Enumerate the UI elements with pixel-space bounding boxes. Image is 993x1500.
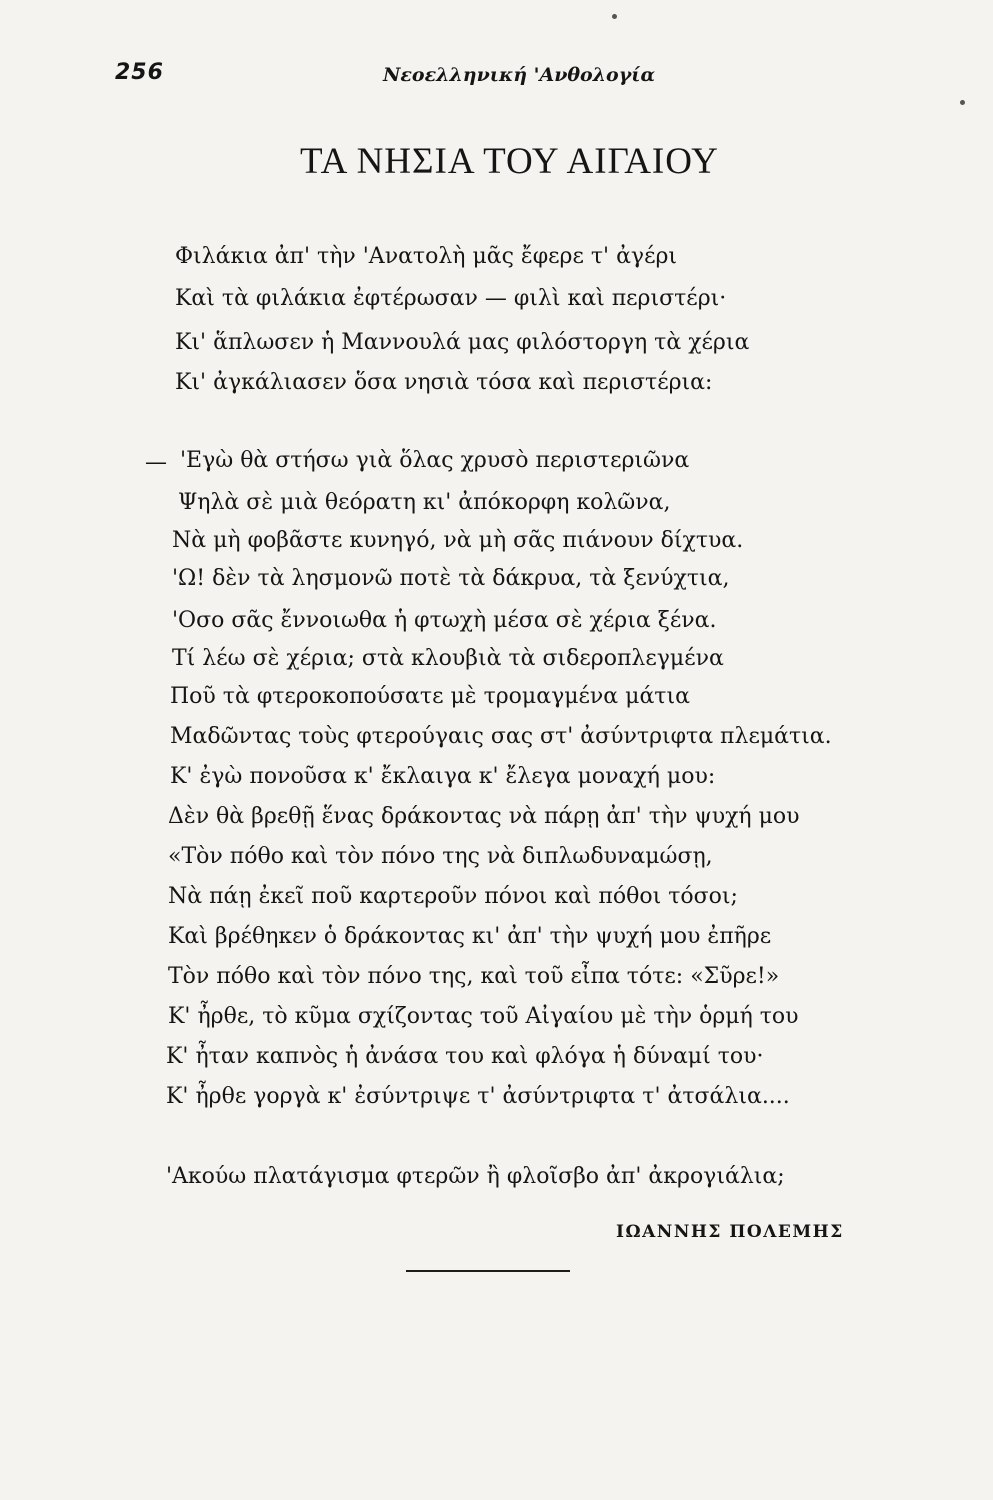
verse-line: Φιλάκια ἀπ' τὴν 'Ανατολὴ μᾶς ἔφερε τ' ἀγέρι (175, 244, 678, 269)
verse-line: 'Οσο σᾶς ἔννοιωθα ἡ φτωχὴ μέσα σὲ χέρια ξένα. (172, 608, 717, 633)
verse-line: Νὰ πάῃ ἐκεῖ ποῦ καρτεροῦν πόνοι καὶ πόθοι τόσοι; (168, 884, 738, 909)
running-head: Νεοελληνική 'Ανθολογία (383, 64, 656, 86)
verse-line: Καὶ βρέθηκεν ὁ δράκοντας κι' ἀπ' τὴν ψυχή μου ἐπῆρε (168, 924, 772, 949)
verse-line: Κ' ἐγὼ πονοῦσα κ' ἔκλαιγα κ' ἔλεγα μοναχή μου: (170, 764, 716, 789)
verse-line: Κ' ἦρθε, τὸ κῦμα σχίζοντας τοῦ Αἰγαίου μὲ τὴν ὁρμή του (168, 1004, 799, 1029)
verse-line: «Τὸν πόθο καὶ τὸν πόνο της νὰ διπλωδυναμώσῃ, (168, 844, 713, 869)
verse-line: Κι' ἀγκάλιασεν ὅσα νησιὰ τόσα καὶ περιστέρια: (175, 370, 713, 395)
verse-line: Ψηλὰ σὲ μιὰ θεόρατη κι' ἀπόκορφη κολῶνα, (178, 490, 671, 515)
page-number: 256 (115, 60, 164, 85)
divider-rule (406, 1270, 570, 1272)
page-speck (612, 14, 617, 19)
verse-line: Καὶ τὰ φιλάκια ἐφτέρωσαν — φιλὶ καὶ περιστέρι· (175, 286, 727, 311)
verse-line: Τὸν πόθο καὶ τὸν πόνο της, καὶ τοῦ εἶπα τότε: «Σῦρε!» (168, 964, 780, 989)
page-speck (960, 100, 965, 105)
verse-line: Κ' ἦταν καπνὸς ἡ ἀνάσα του καὶ φλόγα ἡ δύναμί του· (166, 1044, 764, 1069)
verse-line: Μαδῶντας τοὺς φτερούγαις σας στ' ἀσύντριφτα πλεμάτια. (170, 724, 832, 749)
verse-line: Ποῦ τὰ φτεροκοπούσατε μὲ τρομαγμένα μάτια (170, 684, 690, 709)
stanza-2 (168, 0, 938, 1500)
verse-line: Νὰ μὴ φοβᾶστε κυνηγό, νὰ μὴ σᾶς πιάνουν δίχτυα. (172, 528, 744, 553)
verse-line: 'Ω! δὲν τὰ λησμονῶ ποτὲ τὰ δάκρυα, τὰ ξενύχτια, (172, 566, 730, 591)
verse-line: Κ' ἦρθε γοργὰ κ' ἐσύντριψε τ' ἀσύντριφτα τ' ἀτσάλια.... (166, 1084, 790, 1109)
stanza-2-dash: — (145, 450, 167, 475)
verse-line: Κι' ἅπλωσεν ἡ Μαννουλά μας φιλόστοργη τὰ χέρια (175, 330, 750, 355)
poem-title: ΤΑ ΝΗΣΙΑ ΤΟΥ ΑΙΓΑΙΟΥ (300, 141, 719, 182)
closing-line: 'Ακούω πλατάγισμα φτερῶν ἢ φλοῖσβο ἀπ' ἀκρογιάλια; (166, 1164, 785, 1189)
verse-line: 'Εγὼ θὰ στήσω γιὰ ὅλας χρυσὸ περιστεριῶνα (180, 448, 690, 473)
author-name: ΙΩΑΝΝΗΣ ΠΟΛΕΜΗΣ (616, 1222, 844, 1242)
verse-line: Δὲν θὰ βρεθῇ ἕνας δράκοντας νὰ πάρῃ ἀπ' τὴν ψυχή μου (168, 804, 800, 829)
verse-line: Τί λέω σὲ χέρια; στὰ κλουβιὰ τὰ σιδεροπλεγμένα (172, 646, 724, 671)
